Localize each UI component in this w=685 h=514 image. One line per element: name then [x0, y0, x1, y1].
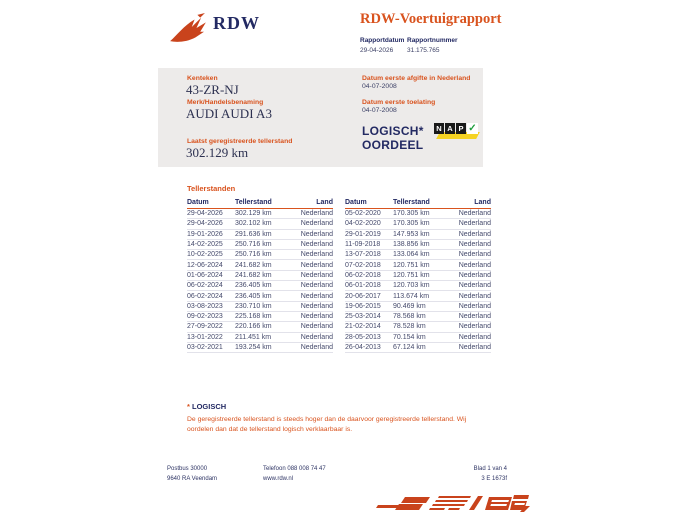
- table-cell-tellerstand: 302.102 km: [235, 220, 272, 228]
- merk-label: Merk/Handelsbenaming: [187, 99, 264, 106]
- table-row: [345, 271, 491, 281]
- table-cell-tellerstand: 78.528 km: [393, 323, 426, 331]
- odometer-table-left: [187, 198, 333, 353]
- eerste-afgifte-label: Datum eerste afgifte in Nederland: [362, 75, 471, 82]
- footer-address-line2: 9640 RA Veendam: [167, 476, 218, 482]
- table-cell-datum: 29-04-2026: [187, 220, 223, 228]
- table-cell-tellerstand: 236.405 km: [235, 292, 272, 300]
- table-cell-tellerstand: 120.751 km: [393, 271, 430, 279]
- laatste-tellerstand-label: Laatst geregistreerde tellerstand: [187, 138, 293, 145]
- nap-logo: [434, 123, 482, 143]
- table-cell-tellerstand: 250.716 km: [235, 241, 272, 249]
- table-row: [187, 230, 333, 240]
- vehicle-summary-panel: [158, 68, 483, 167]
- table-row: [187, 302, 333, 312]
- table-cell-tellerstand: 241.682 km: [235, 261, 272, 269]
- table-cell-land: Nederland: [300, 313, 333, 321]
- table-cell-datum: 06-02-2018: [345, 271, 381, 279]
- table-cell-tellerstand: 220.166 km: [235, 323, 272, 331]
- col-header-tellerstand: Tellerstand: [393, 199, 430, 206]
- table-cell-datum: 25-03-2014: [345, 313, 381, 321]
- footer-page-number: Blad 1 van 4: [473, 466, 507, 472]
- report-date-label: Rapportdatum: [360, 37, 405, 44]
- kenteken-label: Kenteken: [187, 75, 218, 82]
- table-cell-land: Nederland: [300, 271, 333, 279]
- table-cell-tellerstand: 170.305 km: [393, 220, 430, 228]
- table-cell-datum: 12-06-2024: [187, 261, 223, 269]
- footer-address: [167, 464, 217, 484]
- table-cell-land: Nederland: [458, 261, 491, 269]
- footer-form-code: 3 E 1673f: [481, 476, 507, 482]
- table-cell-datum: 19-06-2015: [345, 302, 381, 310]
- table-row: [187, 322, 333, 332]
- table-cell-tellerstand: 147.953 km: [393, 230, 430, 238]
- table-cell-datum: 06-02-2024: [187, 282, 223, 290]
- table-cell-tellerstand: 250.716 km: [235, 251, 272, 259]
- col-header-tellerstand: Tellerstand: [235, 199, 272, 206]
- table-cell-tellerstand: 241.682 km: [235, 271, 272, 279]
- report-number-block: [407, 37, 458, 54]
- footer-contact: [263, 464, 326, 484]
- table-cell-land: Nederland: [300, 220, 333, 228]
- footer-page-info: [474, 464, 507, 484]
- table-row: [345, 322, 491, 332]
- table-cell-land: Nederland: [458, 292, 491, 300]
- table-cell-land: Nederland: [458, 220, 491, 228]
- nap-letter-a: A: [445, 123, 455, 134]
- table-body-right: [345, 209, 491, 353]
- laatste-tellerstand-value: 302.129 km: [186, 145, 249, 160]
- footnote-asterisk: *: [187, 402, 190, 411]
- table-row: [345, 219, 491, 229]
- table-row: [187, 260, 333, 270]
- table-header-left: [187, 198, 333, 209]
- table-cell-land: Nederland: [300, 282, 333, 290]
- kenteken-value: 43-ZR-NJ: [186, 82, 239, 97]
- table-row: [187, 240, 333, 250]
- table-cell-land: Nederland: [300, 210, 333, 218]
- merk-value: AUDI AUDI A3: [186, 106, 272, 121]
- table-cell-tellerstand: 133.064 km: [393, 251, 430, 259]
- table-cell-datum: 05-02-2020: [345, 210, 381, 218]
- table-row: [187, 343, 333, 353]
- table-cell-datum: 21-02-2014: [345, 323, 381, 331]
- tellerstanden-section: [187, 184, 491, 353]
- table-row: [187, 209, 333, 219]
- table-cell-datum: 09-02-2023: [187, 313, 223, 321]
- footer-address-line1: Postbus 30000: [167, 466, 208, 472]
- table-cell-land: Nederland: [458, 282, 491, 290]
- table-row: [345, 230, 491, 240]
- table-cell-datum: 07-02-2018: [345, 261, 381, 269]
- table-cell-tellerstand: 193.254 km: [235, 344, 272, 351]
- table-cell-tellerstand: 90.469 km: [393, 302, 426, 310]
- table-cell-datum: 13-07-2018: [345, 251, 381, 259]
- table-row: [187, 271, 333, 281]
- table-row: [345, 343, 491, 353]
- col-header-datum: Datum: [345, 199, 367, 206]
- table-row: [345, 281, 491, 291]
- table-cell-datum: 10-02-2025: [187, 251, 223, 259]
- table-cell-datum: 27-09-2022: [187, 323, 223, 331]
- table-cell-land: Nederland: [300, 251, 333, 259]
- table-cell-datum: 14-02-2025: [187, 241, 223, 249]
- table-cell-tellerstand: 70.154 km: [393, 333, 426, 341]
- table-row: [345, 302, 491, 312]
- table-cell-land: Nederland: [300, 261, 333, 269]
- table-cell-tellerstand: 113.674 km: [393, 292, 430, 300]
- table-cell-datum: 06-01-2018: [345, 282, 381, 290]
- table-cell-datum: 28-05-2013: [345, 333, 381, 341]
- page-title: RDW-Voertuigrapport: [360, 11, 502, 27]
- table-row: [187, 291, 333, 301]
- logisch-footnote: [187, 402, 483, 434]
- table-cell-tellerstand: 78.568 km: [393, 313, 426, 321]
- table-cell-datum: 01-06-2024: [187, 271, 223, 279]
- footnote-text: De geregistreerde tellerstand is steeds hoger dan de daarvoor geregistreerde tellerstand. Wij oordelen dan dat de tellerstand logisch verklaarbaar is.: [187, 416, 467, 433]
- oordeel-text: [362, 124, 424, 152]
- table-cell-tellerstand: 170.305 km: [393, 210, 430, 218]
- table-row: [187, 333, 333, 343]
- report-date-value: 29-04-2026: [360, 47, 394, 54]
- table-cell-datum: 26-04-2013: [345, 344, 381, 351]
- table-cell-land: Nederland: [458, 230, 491, 238]
- nap-letter-n: N: [434, 123, 444, 134]
- table-cell-tellerstand: 120.703 km: [393, 282, 430, 290]
- table-cell-tellerstand: 236.405 km: [235, 282, 272, 290]
- eerste-toelating-value: 04-07-2008: [362, 107, 397, 114]
- table-cell-datum: 20-06-2017: [345, 292, 381, 300]
- table-cell-datum: 06-02-2024: [187, 292, 223, 300]
- table-cell-land: Nederland: [458, 344, 491, 351]
- col-header-land: Land: [316, 199, 333, 206]
- table-cell-land: Nederland: [458, 333, 491, 341]
- table-row: [187, 281, 333, 291]
- table-cell-land: Nederland: [458, 313, 491, 321]
- table-cell-land: Nederland: [458, 251, 491, 259]
- table-row: [345, 209, 491, 219]
- table-cell-land: Nederland: [300, 241, 333, 249]
- report-date-block: [360, 37, 404, 54]
- table-cell-land: Nederland: [300, 323, 333, 331]
- table-cell-land: Nederland: [458, 210, 491, 218]
- col-header-land: Land: [474, 199, 491, 206]
- nap-check-icon: ✓: [468, 123, 477, 134]
- table-row: [345, 312, 491, 322]
- table-row: [345, 333, 491, 343]
- table-cell-datum: 04-02-2020: [345, 220, 381, 228]
- table-cell-tellerstand: 230.710 km: [235, 302, 272, 310]
- table-cell-datum: 29-01-2019: [345, 230, 381, 238]
- table-cell-land: Nederland: [458, 271, 491, 279]
- table-row: [345, 260, 491, 270]
- table-row: [187, 250, 333, 260]
- table-cell-tellerstand: 302.129 km: [235, 210, 272, 218]
- table-cell-land: Nederland: [458, 323, 491, 331]
- table-cell-datum: 11-09-2018: [345, 241, 381, 249]
- table-cell-land: Nederland: [458, 302, 491, 310]
- oordeel-line1: LOGISCH*: [362, 124, 424, 138]
- table-cell-tellerstand: 120.751 km: [393, 261, 430, 269]
- table-cell-tellerstand: 211.451 km: [235, 333, 272, 341]
- table-cell-tellerstand: 67.124 km: [393, 344, 426, 351]
- table-row: [345, 240, 491, 250]
- table-cell-tellerstand: 225.168 km: [235, 313, 272, 321]
- table-row: [345, 291, 491, 301]
- rdw-logo: [168, 12, 260, 44]
- report-number-label: Rapportnummer: [407, 37, 458, 44]
- table-cell-datum: 29-04-2026: [187, 210, 223, 218]
- odometer-table-right: [345, 198, 491, 353]
- table-cell-datum: 03-02-2021: [187, 344, 223, 351]
- table-cell-land: Nederland: [300, 302, 333, 310]
- table-row: [187, 312, 333, 322]
- report-number-value: 31.175.765: [407, 47, 440, 54]
- table-cell-tellerstand: 291.636 km: [235, 230, 272, 238]
- table-cell-datum: 03-08-2023: [187, 302, 223, 310]
- eerste-toelating-label: Datum eerste toelating: [362, 99, 436, 106]
- table-body-left: [187, 209, 333, 353]
- table-cell-tellerstand: 138.856 km: [393, 241, 430, 249]
- table-header-right: [345, 198, 491, 209]
- table-cell-datum: 13-01-2022: [187, 333, 223, 341]
- table-cell-land: Nederland: [458, 241, 491, 249]
- footer-phone: Telefoon 088 008 74 47: [263, 466, 326, 472]
- col-header-datum: Datum: [187, 199, 209, 206]
- rdw-wing-icon: [168, 12, 208, 44]
- footer-website: www.rdw.nl: [263, 476, 294, 482]
- table-cell-land: Nederland: [300, 230, 333, 238]
- table-row: [187, 219, 333, 229]
- table-cell-datum: 19-01-2026: [187, 230, 223, 238]
- table-cell-land: Nederland: [300, 292, 333, 300]
- table-cell-land: Nederland: [300, 333, 333, 341]
- table-title: Tellerstanden: [187, 184, 236, 193]
- table-row: [345, 250, 491, 260]
- rdw-logo-text: RDW: [213, 13, 260, 33]
- nap-letter-p: P: [456, 123, 466, 134]
- speed-lines-graphic: [372, 489, 530, 513]
- oordeel-line2: OORDEEL: [362, 138, 424, 152]
- table-cell-land: Nederland: [300, 344, 333, 351]
- eerste-afgifte-value: 04-07-2008: [362, 83, 397, 90]
- footnote-word: LOGISCH: [192, 402, 227, 411]
- footnote-title: [187, 402, 483, 411]
- nap-tiles: [434, 123, 478, 134]
